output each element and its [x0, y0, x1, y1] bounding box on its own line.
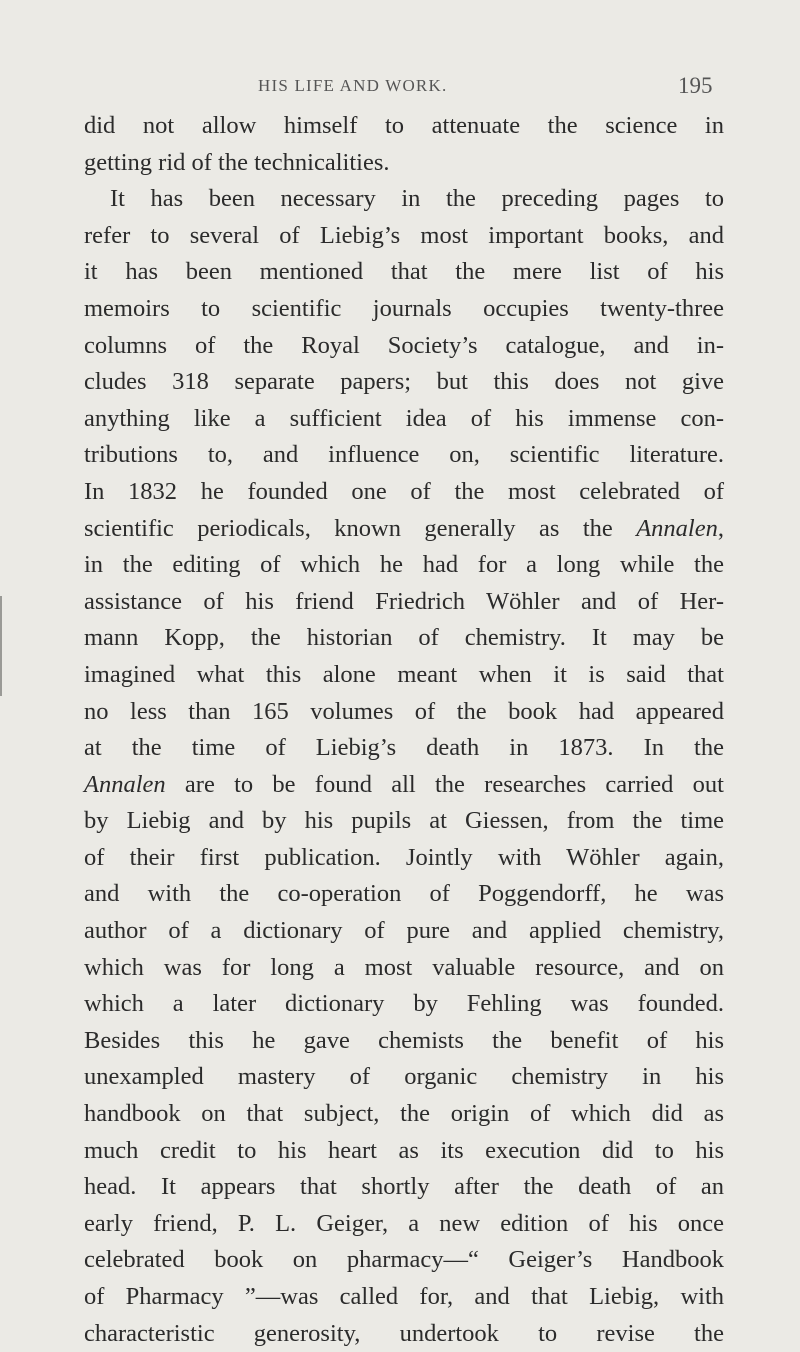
page-edge-shadow	[0, 596, 2, 696]
text-line: celebrated book on pharmacy—“ Geiger’s Handbook	[84, 1246, 724, 1274]
text-line: Besides this he gave chemists the benefit of his	[84, 1026, 724, 1054]
text-line: it has been mentioned that the mere list of his	[84, 258, 724, 286]
text-line: did not allow himself to attenuate the science in	[84, 112, 724, 139]
text-line: in the editing of which he had for a long while the	[84, 551, 724, 579]
text-line: head. It appears that shortly after the death of an	[84, 1173, 724, 1201]
text-line: early friend, P. L. Geiger, a new edition of his once	[84, 1209, 724, 1237]
text-line: of Pharmacy ”—was called for, and that Liebig, with	[84, 1283, 724, 1310]
text-line: no less than 165 volumes of the book had appeared	[84, 697, 724, 725]
running-head	[0, 73, 800, 106]
text-line: at the time of Liebig’s death in 1873. In the	[84, 734, 724, 762]
text-line: refer to several of Liebig’s most important books, and	[84, 221, 724, 249]
text-line: anything like a sufficient idea of his immense con-	[84, 404, 724, 432]
text-line: cludes 318 separate papers; but this does not give	[84, 368, 724, 396]
italic-title-annalen: Annalen	[84, 770, 166, 798]
text-line: Annalen are to be found all the researches carried out	[84, 770, 724, 798]
text-line: columns of the Royal Society’s catalogue, and in-	[84, 331, 724, 359]
text-line: of their first publication. Jointly with Wöhler again,	[84, 843, 724, 871]
text-line: It has been necessary in the preceding pages to	[110, 185, 724, 213]
body-text	[84, 108, 724, 1352]
text-line: handbook on that subject, the origin of which did as	[84, 1100, 724, 1128]
text-line: memoirs to scientific journals occupies twenty-three	[84, 294, 724, 322]
page-number: 195	[678, 73, 713, 98]
running-title: HIS LIFE AND WORK.	[258, 76, 448, 95]
text-line: by Liebig and by his pupils at Giessen, from the time	[84, 807, 724, 835]
text-line: mann Kopp, the historian of chemistry. It may be	[84, 624, 724, 652]
text-line: tributions to, and influence on, scientific literature.	[84, 441, 724, 469]
text-line: which a later dictionary by Fehling was founded.	[84, 990, 724, 1018]
text-line: author of a dictionary of pure and applied chemistry,	[84, 917, 724, 945]
text-line: which was for long a most valuable resource, and on	[84, 953, 724, 981]
text-line: assistance of his friend Friedrich Wöhler and of Her-	[84, 587, 724, 615]
text-line: In 1832 he founded one of the most celebrated of	[84, 477, 724, 505]
text-line: characteristic generosity, undertook to revise the	[84, 1319, 724, 1347]
text-line: imagined what this alone meant when it is said that	[84, 660, 724, 688]
text-line: much credit to his heart as its execution did to his	[84, 1136, 724, 1164]
text-line: and with the co-operation of Poggendorff, he was	[84, 880, 724, 908]
italic-title-annalen: Annalen	[636, 514, 718, 542]
text-line: getting rid of the technicalities.	[84, 148, 390, 176]
text-line: scientific periodicals, known generally as the Annalen,	[84, 514, 724, 542]
text-line: unexampled mastery of organic chemistry in his	[84, 1063, 724, 1091]
